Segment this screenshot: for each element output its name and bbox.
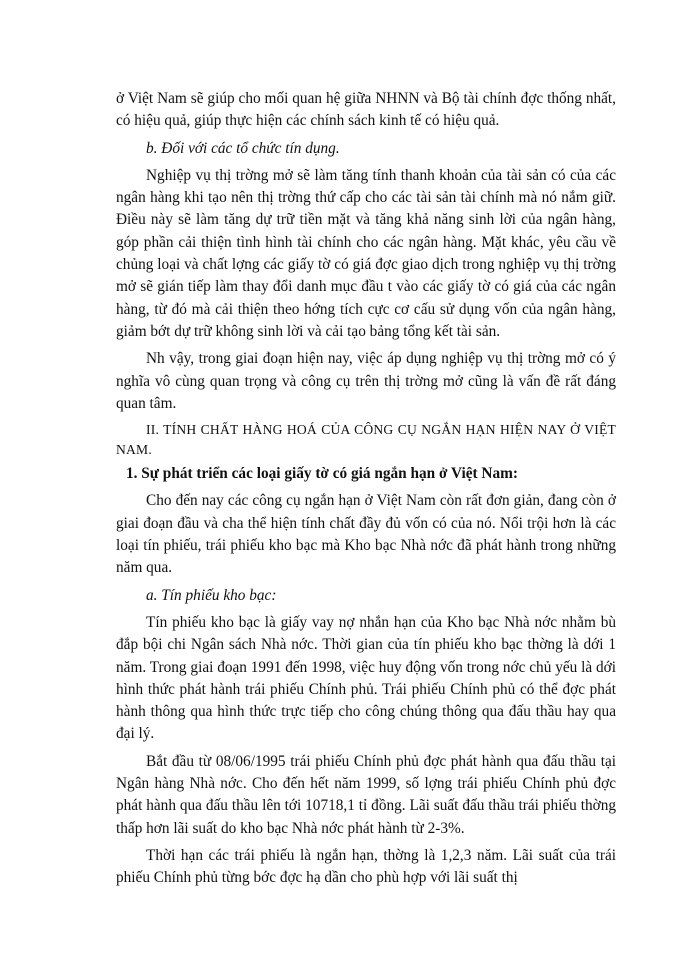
paragraph-treasury-bills: Tín phiếu kho bạc là giấy vay nợ nhắn hạn của Kho bạc Nhà nớc nhằm bù đắp bội chi Ngân sách Nhà nớc. Thời gian của tín phiếu kho bạc thờng là dới 1 năm. Trong giai đoạn 1991 đến 1998, việc huy động vốn trong nớc chủ yếu là dới hình thức phát hành trái phiếu Chính phủ. Trái phiếu Chính phủ có thể đợc phát hành thông qua hình thức trực tiếp cho công chúng thông qua đấu thầu hay qua đại lý. [116, 613, 616, 743]
subsection-heading-b: b. Đối với các tổ chức tín dụng. [146, 139, 340, 157]
paragraph-bond-term: Thời hạn các trái phiếu là ngắn hạn, thờng là 1,2,3 năm. Lãi suất của trái phiếu Chính phủ từng bớc đợc hạ dần cho phù hợp với lãi suất thị [116, 846, 616, 887]
paragraph-open-market-banks: Nghiệp vụ thị trờng mở sẽ làm tăng tính thanh khoản của tài sản có của các ngân hàng khi tạo nên thị trờng thứ cấp cho các tài sản tài chính mà nó nắm giữ. Điều này sẽ làm tăng dự trữ tiền mặt và tăng khả năng sinh lời của ngân hàng, góp phần cải thiện tình hình tài chính cho các ngân hàng. Mặt khác, yêu cầu về chủng loại và chất lợng các giấy tờ có giá đợc giao dịch trong nghiệp vụ thị trờng mở sẽ gián tiếp làm thay đổi danh mục đầu t vào các giấy tờ có giá của các ngân hàng, từ đó mà cải thiện theo hớng tích cực cơ cấu sử dụng vốn của ngân hàng, giảm bớt dự trữ không sinh lời và cải tạo bảng tổng kết tài sản. [116, 166, 616, 340]
document-body [116, 88, 616, 890]
subsection-heading-a: a. Tín phiếu kho bạc: [146, 586, 277, 604]
section-heading-ii: II. TÍNH CHẤT HÀNG HOÁ CỦA CÔNG CỤ NGẮN HẠN HIỆN NAY Ở VIỆT NAM. [116, 422, 616, 458]
paragraph-summary: Nh vậy, trong giai đoạn hiện nay, việc áp dụng nghiệp vụ thị trờng mở có ý nghĩa vô cùng quan trọng và công cụ trên thị trờng mở cũng là vấn đề rất đáng quan tâm. [116, 350, 616, 412]
paragraph-continuation: ở Việt Nam sẽ giúp cho mối quan hệ giữa NHNN và Bộ tài chính đợc thống nhất, có hiệu quả, giúp thực hiện các chính sách kinh tế có hiệu quả. [116, 90, 616, 130]
section-heading-1: 1. Sự phát triển các loại giấy tờ có giá ngắn hạn ở Việt Nam: [126, 465, 518, 483]
paragraph-bond-auction: Bắt đầu từ 08/06/1995 trái phiếu Chính phủ đợc phát hành qua đấu thầu tại Ngân hàng Nhà nớc. Cho đến hết năm 1999, số lợng trái phiếu Chính phủ đợc phát hành qua đấu thầu lên tới 10718,1 tỉ đồng. Lãi suất đấu thầu trái phiếu thờng thấp hơn lãi suất do kho bạc Nhà nớc phát hành từ 2-3%. [116, 752, 616, 837]
paragraph-short-term-tools: Cho đến nay các công cụ ngắn hạn ở Việt Nam còn rất đơn giản, đang còn ở giai đoạn đầu và cha thể hiện tính chất đầy đủ vốn có của nó. Nổi trội hơn là các loại tín phiếu, trái phiếu kho bạc mà Kho bạc Nhà nớc đã phát hành trong những năm qua. [116, 492, 616, 577]
